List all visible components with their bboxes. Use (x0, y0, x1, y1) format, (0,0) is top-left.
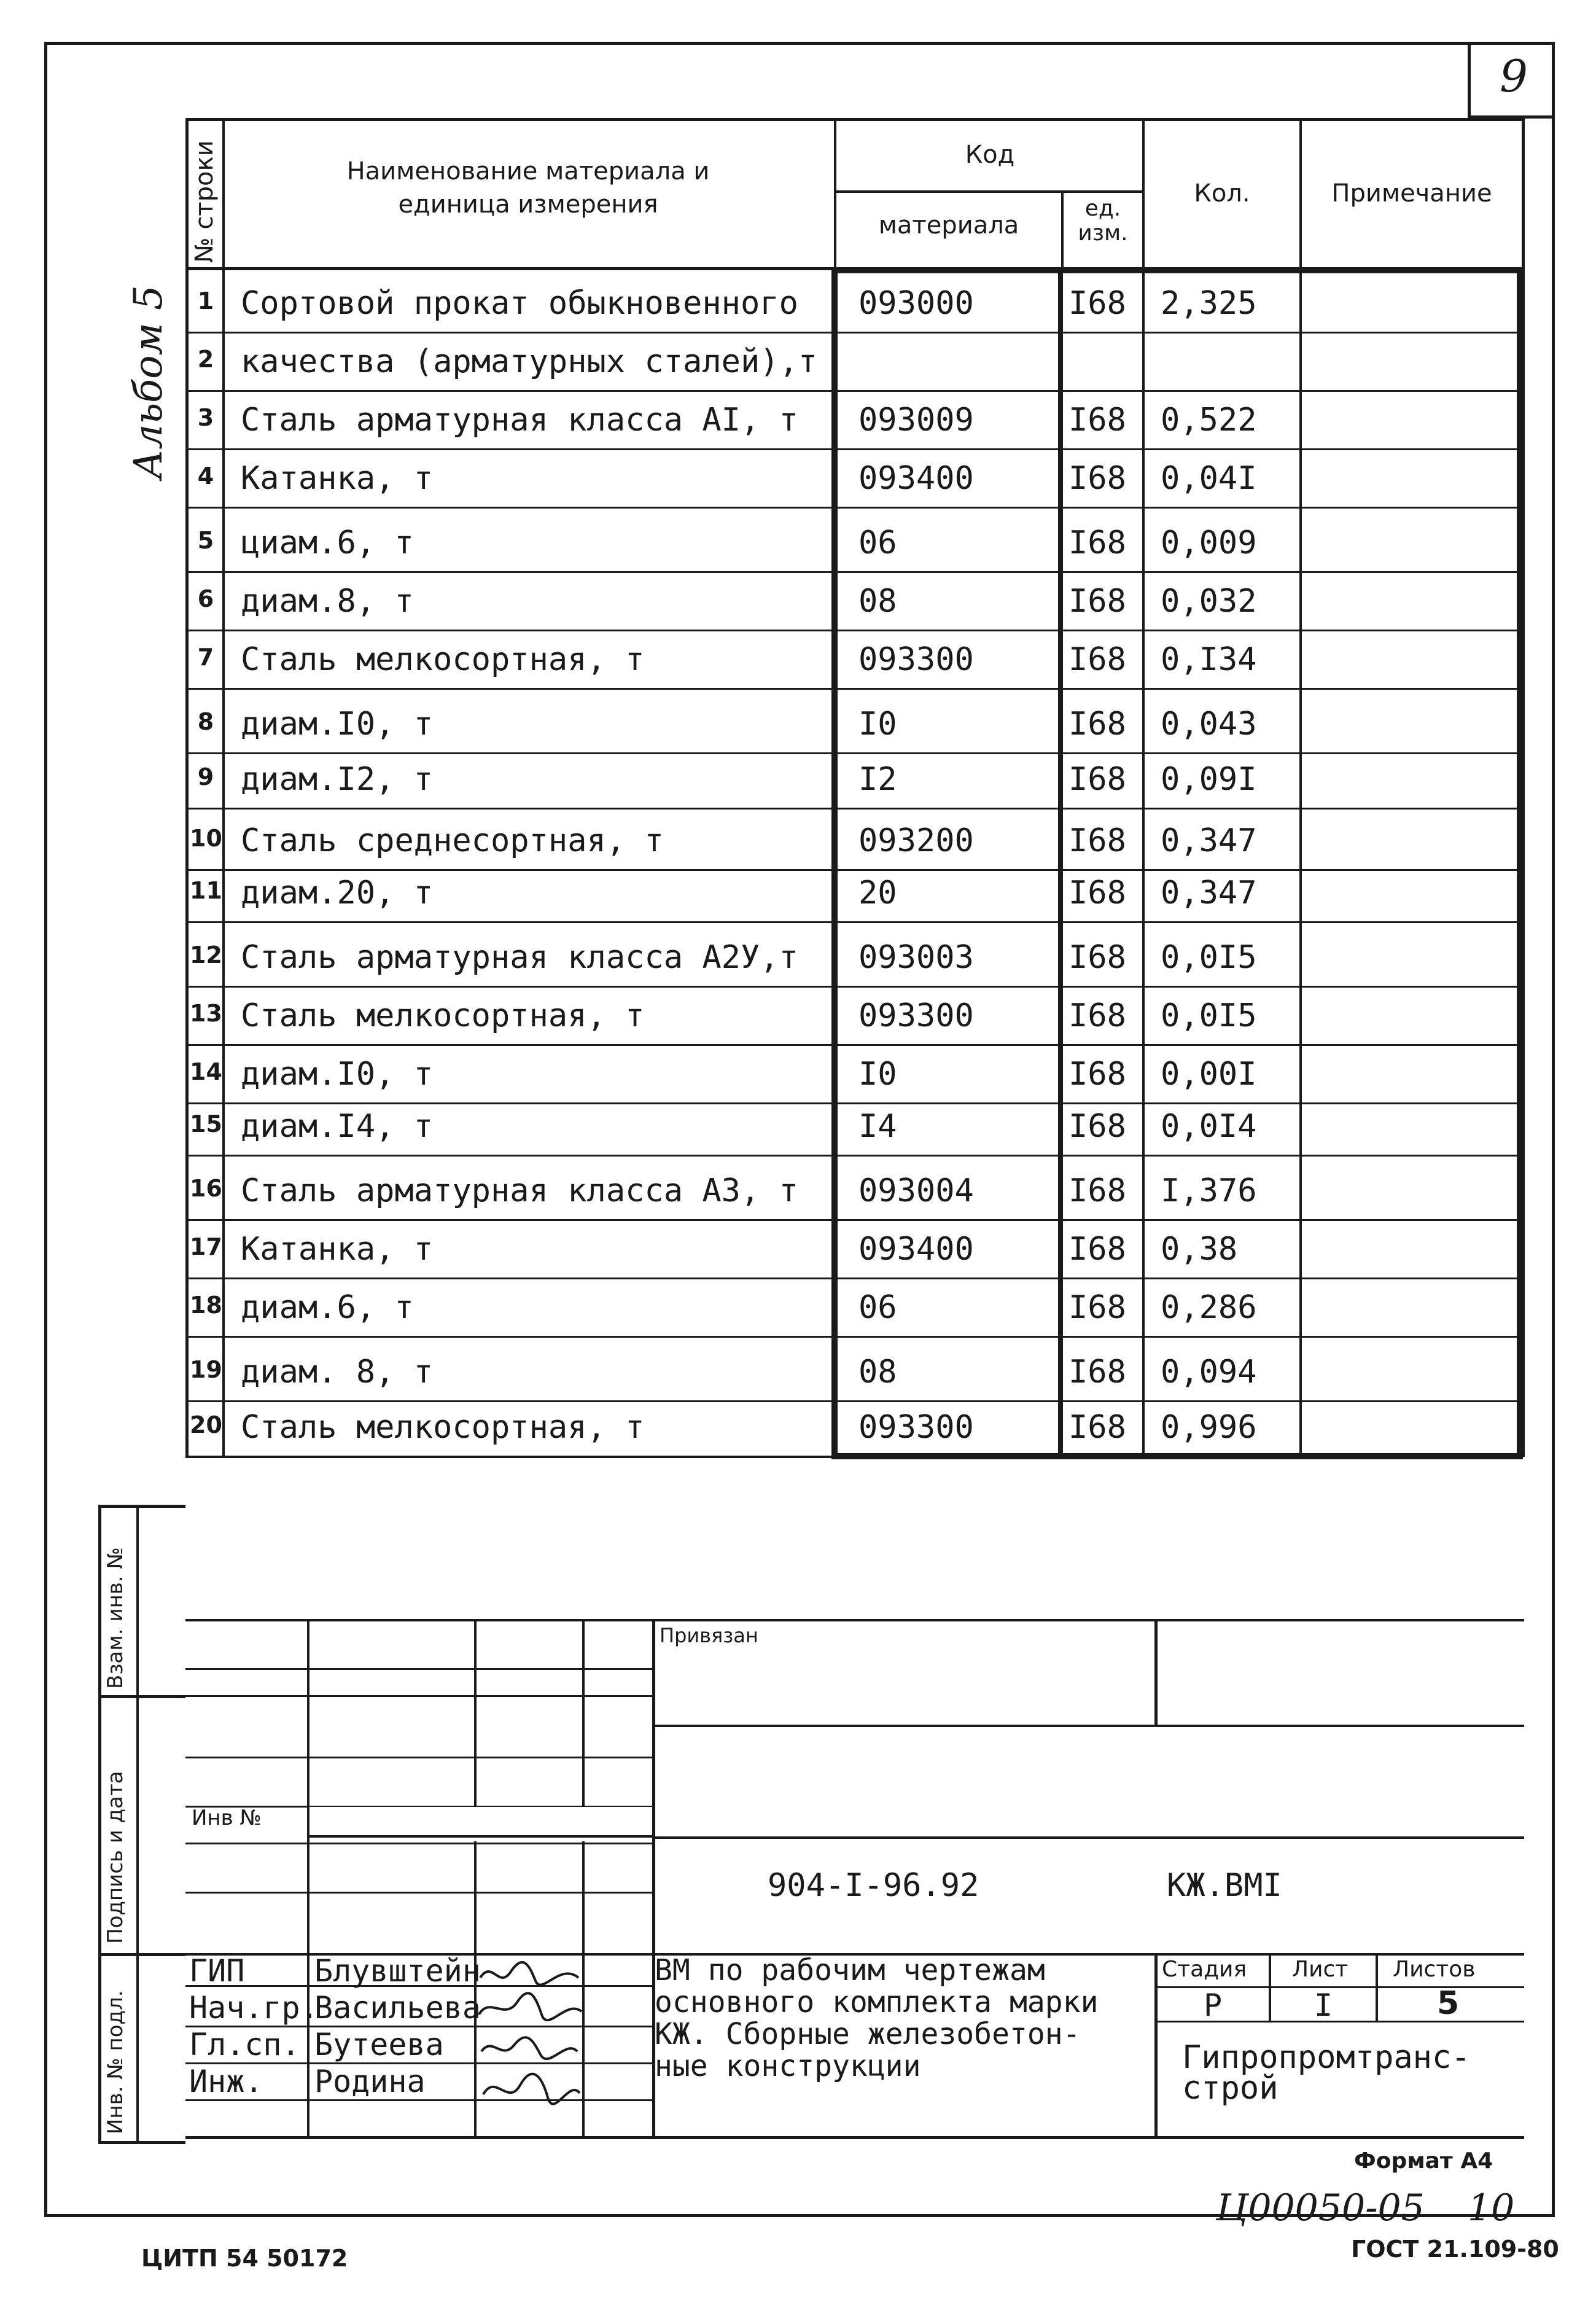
archive-page: 10 (1468, 2186, 1515, 2229)
row-material-code: 093200 (858, 822, 974, 859)
row-number: 17 (190, 1233, 222, 1260)
document-code: 904-I-96.92 (768, 1867, 979, 1904)
row-unit-code: I68 (1069, 761, 1126, 798)
row-material-code: 093009 (858, 402, 974, 439)
row-quantity: 0,04I (1161, 460, 1257, 497)
row-number: 1 (197, 287, 214, 314)
row-material-code: 093003 (858, 939, 974, 976)
row-separator (185, 571, 1522, 573)
row-material-name: Катанка, т (241, 460, 434, 497)
row-material-name: Катанка, т (241, 1231, 434, 1268)
doc-title-line-3: ные конструкции (655, 2049, 921, 2083)
sheet-value: I (1314, 1987, 1333, 2023)
row-unit-code: I68 (1069, 1231, 1126, 1268)
person-role-0: ГИП (189, 1953, 245, 1989)
row-unit-code: I68 (1069, 641, 1126, 678)
row-material-code: I0 (858, 706, 897, 743)
row-material-name: диам.I0, т (241, 706, 434, 743)
row-separator (185, 1102, 1522, 1104)
album-label: Альбом 5 (126, 285, 171, 479)
row-separator (185, 1155, 1522, 1157)
row-unit-code: I68 (1069, 706, 1126, 743)
row-material-code: I2 (858, 761, 897, 798)
row-material-code: 093300 (858, 997, 974, 1034)
row-unit-code: I68 (1069, 1108, 1126, 1145)
row-quantity: 0,I34 (1161, 641, 1257, 678)
row-number: 7 (197, 644, 214, 671)
stage-label: Стадия (1162, 1957, 1247, 1982)
row-separator (185, 630, 1522, 631)
person-name-2: Бутеева (314, 2027, 444, 2062)
row-material-name: диам.20, т (241, 875, 434, 911)
row-unit-code: I68 (1069, 583, 1126, 620)
row-unit-code: I68 (1069, 1056, 1126, 1093)
label-vzam-inv: Взам. инв. № (103, 1547, 128, 1689)
row-separator (185, 986, 1522, 988)
row-number: 8 (197, 708, 214, 735)
row-number: 14 (190, 1058, 222, 1085)
row-unit-code: I68 (1069, 875, 1126, 911)
row-material-name: Сталь мелкосортная, т (241, 997, 645, 1034)
row-material-code: 093300 (858, 641, 974, 678)
row-material-name: диам.I0, т (241, 1056, 434, 1093)
sheets-label: Листов (1393, 1957, 1476, 1982)
row-material-code: 08 (858, 1354, 897, 1391)
header-material-name: Наименование материала и единица измерения (346, 157, 710, 219)
row-number: 6 (197, 585, 214, 612)
row-separator (185, 507, 1522, 509)
row-separator (185, 752, 1522, 754)
row-separator (185, 1400, 1522, 1402)
row-unit-code: I68 (1069, 285, 1126, 322)
row-quantity: I,376 (1161, 1172, 1257, 1209)
row-material-name: диам.8, т (241, 583, 414, 620)
row-material-name: диам.I2, т (241, 761, 434, 798)
row-number: 20 (190, 1411, 222, 1438)
row-unit-code: I68 (1069, 525, 1126, 561)
row-material-name: диам.6, т (241, 1289, 414, 1326)
row-number: 12 (190, 942, 222, 969)
gost-reference: ГОСТ 21.109-80 (1351, 2236, 1559, 2263)
row-separator (185, 448, 1522, 450)
row-number: 16 (190, 1175, 222, 1202)
document-mark: КЖ.ВМI (1167, 1867, 1282, 1904)
doc-title-line-1: основного комплекта марки (655, 1985, 1099, 2019)
row-material-code: I4 (858, 1108, 897, 1145)
row-quantity: 2,325 (1161, 285, 1257, 322)
row-number: 10 (190, 825, 222, 852)
stage-value: Р (1204, 1987, 1223, 2023)
row-quantity: 0,094 (1161, 1354, 1257, 1391)
row-number: 9 (197, 763, 214, 790)
row-separator (185, 1336, 1522, 1338)
row-quantity: 0,009 (1161, 525, 1257, 561)
row-unit-code: I68 (1069, 402, 1126, 439)
row-separator (185, 1219, 1522, 1221)
row-number: 13 (190, 1000, 222, 1027)
person-role-3: Инж. (189, 2064, 263, 2099)
row-material-code: I0 (858, 1056, 897, 1093)
sheet-label: Лист (1292, 1957, 1349, 1982)
row-quantity: 0,09I (1161, 761, 1257, 798)
row-quantity: 0,043 (1161, 706, 1257, 743)
row-quantity: 0,0I4 (1161, 1108, 1257, 1145)
row-unit-code: I68 (1069, 460, 1126, 497)
row-material-name: диам. 8, т (241, 1354, 434, 1391)
row-material-name: Сталь арматурная класса A3, т (241, 1172, 798, 1209)
row-material-name: Сталь мелкосортная, т (241, 641, 645, 678)
row-quantity: 0,347 (1161, 875, 1257, 911)
row-separator (185, 808, 1522, 809)
label-inv-podl: Инв. № подл. (103, 1990, 128, 2134)
row-quantity: 0,347 (1161, 822, 1257, 859)
format-label: Формат А4 (1354, 2148, 1493, 2174)
row-material-code: 093000 (858, 285, 974, 322)
row-material-code: 093004 (858, 1172, 974, 1209)
header-code: Код (965, 141, 1015, 169)
row-unit-code: I68 (1069, 822, 1126, 859)
person-name-0: Блувштейн (314, 1953, 481, 1989)
doc-title-line-0: ВМ по рабочим чертежам (655, 1953, 1045, 1987)
row-unit-code: I68 (1069, 1409, 1126, 1446)
row-quantity: 0,0I5 (1161, 997, 1257, 1034)
row-unit-code: I68 (1069, 939, 1126, 976)
signatures (474, 1953, 585, 2137)
person-role-1: Нач.гр. (189, 1990, 319, 2026)
row-material-name: качества (арматурных сталей),т (241, 343, 818, 380)
row-quantity: 0,522 (1161, 402, 1257, 439)
row-separator (185, 390, 1522, 392)
row-separator (185, 1456, 1522, 1457)
sheet-number: 9 (1500, 50, 1528, 102)
row-separator (185, 921, 1522, 923)
person-name-3: Родина (314, 2064, 426, 2099)
row-number: 4 (197, 462, 214, 490)
header-note: Примечание (1331, 179, 1492, 208)
doc-title-line-2: КЖ. Сборные железобетон- (655, 2017, 1081, 2051)
header-code-unit: ед. изм. (1078, 196, 1128, 246)
row-material-name: Сталь арматурная класса A2У,т (241, 939, 798, 976)
header-quantity: Кол. (1194, 179, 1250, 208)
archive-number: Ц00050-05 (1216, 2186, 1425, 2229)
row-quantity: 0,00I (1161, 1056, 1257, 1093)
row-unit-code: I68 (1069, 1172, 1126, 1209)
person-role-2: Гл.сп. (189, 2027, 300, 2062)
inv-no-label: Инв № (192, 1806, 262, 1830)
row-quantity: 0,38 (1161, 1231, 1238, 1268)
person-name-1: Васильева (314, 1990, 481, 2026)
row-number: 5 (197, 527, 214, 554)
row-unit-code: I68 (1069, 1289, 1126, 1326)
sheets-value: 5 (1437, 1985, 1460, 2022)
row-material-name: циам.6, т (241, 525, 414, 561)
row-number: 19 (190, 1356, 222, 1383)
row-material-name: Сталь среднесортная, т (241, 822, 664, 859)
header-code-material: материала (878, 211, 1019, 240)
row-number: 2 (197, 346, 214, 373)
row-unit-code: I68 (1069, 997, 1126, 1034)
row-separator (185, 869, 1522, 871)
row-material-name: диам.I4, т (241, 1108, 434, 1145)
row-material-name: Сортовой прокат обыкновенного (241, 285, 798, 322)
bottom-left-code: ЦИТП 54 50172 (141, 2245, 348, 2272)
row-material-code: 08 (858, 583, 897, 620)
row-material-name: Сталь мелкосортная, т (241, 1409, 645, 1446)
row-number: 3 (197, 404, 214, 431)
header-row-number: № строки (190, 140, 219, 263)
row-separator (185, 688, 1522, 690)
org-line-0: Гипропромтранс- (1182, 2039, 1471, 2076)
row-material-code: 20 (858, 875, 897, 911)
row-material-code: 093400 (858, 460, 974, 497)
org-line-1: строй (1182, 2070, 1279, 2107)
row-number: 18 (190, 1292, 222, 1319)
row-quantity: 0,996 (1161, 1409, 1257, 1446)
row-material-code: 093300 (858, 1409, 974, 1446)
row-quantity: 0,0I5 (1161, 939, 1257, 976)
row-quantity: 0,286 (1161, 1289, 1257, 1326)
row-separator (185, 332, 1522, 334)
row-separator (185, 1044, 1522, 1046)
row-material-code: 06 (858, 1289, 897, 1326)
row-number: 15 (190, 1110, 222, 1137)
row-number: 11 (190, 877, 222, 904)
row-separator (185, 1278, 1522, 1279)
row-quantity: 0,032 (1161, 583, 1257, 620)
label-podpis-data: Подпись и дата (103, 1771, 128, 1944)
row-unit-code: I68 (1069, 1354, 1126, 1391)
row-material-code: 093400 (858, 1231, 974, 1268)
row-material-name: Сталь арматурная класса AI, т (241, 402, 798, 439)
privyazan-label: Привязан (660, 1624, 758, 1647)
row-material-code: 06 (858, 525, 897, 561)
